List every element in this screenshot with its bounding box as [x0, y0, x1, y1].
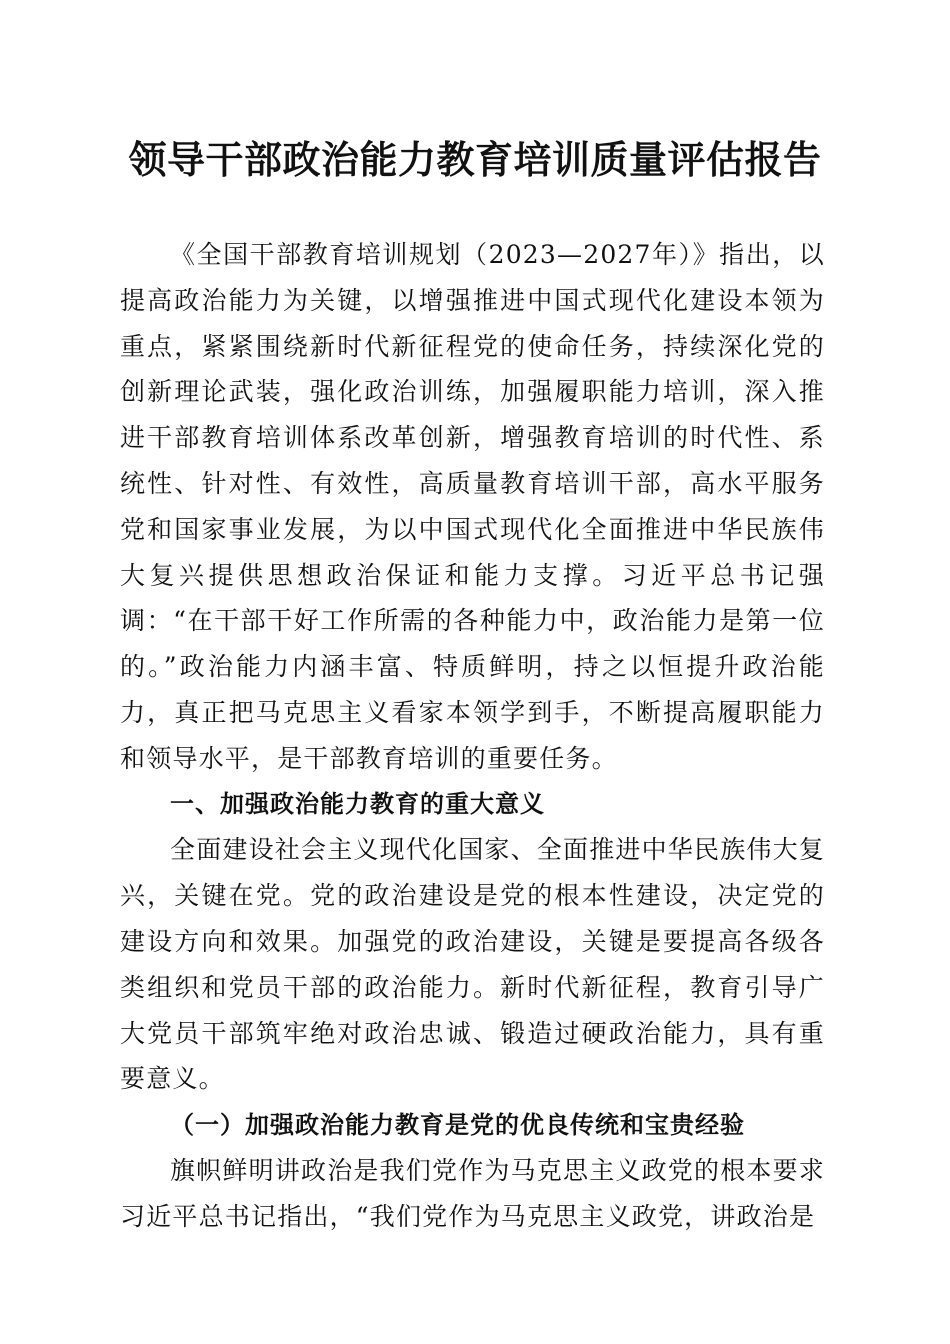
document-title: 领导干部政治能力教育培训质量评估报告	[128, 137, 822, 182]
subsection-1-paragraph: 旗帜鲜明讲政治是我们党作为马克思主义政党的根本要求习近平总书记指出，“我们党作为马克思主义政党，讲政治是	[120, 1155, 826, 1231]
subsection-1-heading: （一）加强政治能力教育是党的优良传统和宝贵经验	[170, 1110, 745, 1140]
section-1-paragraph: 全面建设社会主义现代化国家、全面推进中华民族伟大复兴，关键在党。党的政治建设是党的根本性建设，决定党的建设方向和效果。加强党的政治建设，关键是要提高各级各类组织和党员干部的政治能力。新时代新征程，教育引导广大党员干部筑牢绝对政治忠诚、锻造过硬政治能力，具有重要意义。	[120, 835, 826, 1094]
intro-paragraph: 《全国干部教育培训规划（2023—2027年）》指出，以提高政治能力为关键，以增强推进中国式现代化建设本领为重点，紧紧围绕新时代新征程党的使命任务，持续深化党的创新理论武装，强化政治训练，加强履职能力培训，深入推进干部教育培训体系改革创新，增强教育培训的时代性、系统性、针对性、有效性，高质量教育培训干部，高水平服务党和国家事业发展，为以中国式现代化全面推进中华民族伟大复兴提供思想政治保证和能力支撑。习近平总书记强调：“在干部干好工作所需的各种能力中，政治能力是第一位的。”政治能力内涵丰富、特质鲜明，持之以恒提升政治能力，真正把马克思主义看家本领学到手，不断提高履职能力和领导水平，是干部教育培训的重要任务。	[120, 240, 825, 773]
document-body	[120, 232, 825, 1240]
section-1-heading: 一、加强政治能力教育的重大意义	[170, 789, 545, 818]
